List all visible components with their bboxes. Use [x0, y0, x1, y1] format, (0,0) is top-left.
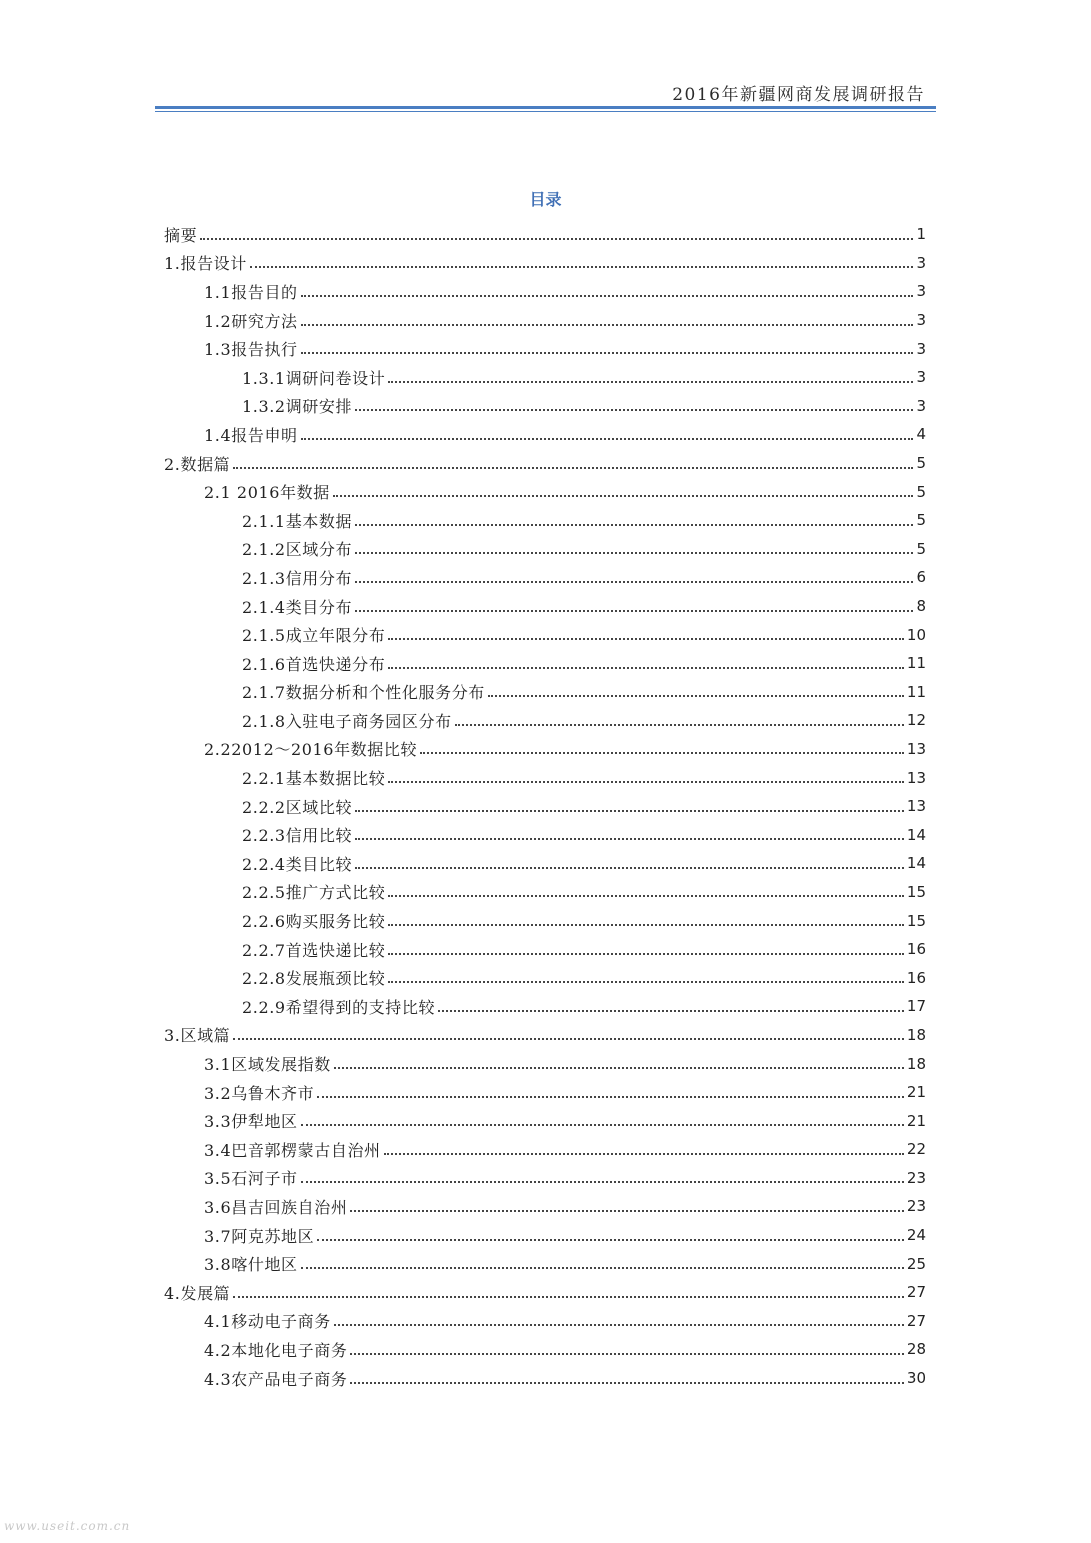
toc-entry-page: 4 — [916, 425, 926, 444]
toc-entry[interactable] — [164, 392, 926, 421]
toc-dot-leader — [455, 723, 904, 726]
toc-entry-label: 3.1区域发展指数 — [204, 1055, 331, 1075]
toc-entry[interactable] — [164, 620, 926, 649]
toc-entry[interactable] — [164, 1307, 926, 1336]
toc-entry-label: 2.2.2区域比较 — [242, 797, 353, 817]
toc-entry[interactable] — [164, 477, 926, 506]
toc-entry[interactable] — [164, 735, 926, 764]
toc-entry-label: 4.1移动电子商务 — [204, 1312, 331, 1332]
toc-entry-label: 2.2.5推广方式比较 — [242, 883, 386, 903]
toc-entry[interactable] — [164, 306, 926, 335]
header-rule-thin — [155, 111, 936, 112]
toc-entry-label: 2.1.1基本数据 — [242, 511, 353, 531]
toc-entry[interactable] — [164, 649, 926, 678]
toc-entry-label: 2.1.7数据分析和个性化服务分布 — [242, 683, 485, 703]
toc-entry-label: 2.2.3信用比较 — [242, 826, 353, 846]
toc-entry[interactable] — [164, 535, 926, 564]
toc-entry-label: 2.2.1基本数据比较 — [242, 769, 386, 789]
toc-dot-leader — [200, 237, 913, 240]
toc-entry[interactable] — [164, 277, 926, 306]
toc-dot-leader — [355, 408, 913, 411]
toc-dot-leader — [384, 1152, 904, 1155]
toc-entry-page: 5 — [916, 482, 926, 501]
toc-entry-page: 15 — [906, 911, 926, 930]
toc-entry[interactable] — [164, 763, 926, 792]
toc-entry-page: 11 — [906, 682, 926, 701]
toc-entry-page: 24 — [906, 1226, 926, 1245]
toc-entry-page: 5 — [916, 511, 926, 530]
toc-entry[interactable] — [164, 449, 926, 478]
toc-entry[interactable] — [164, 1106, 926, 1135]
toc-title: 目录 — [529, 190, 562, 209]
toc-entry[interactable] — [164, 363, 926, 392]
toc-entry-label: 2.2.6购买服务比较 — [242, 912, 386, 932]
toc-dot-leader — [233, 1037, 904, 1040]
toc-entry-label: 2.1.3信用分布 — [242, 568, 353, 588]
toc-entry[interactable] — [164, 592, 926, 621]
toc-entry-page: 21 — [906, 1083, 926, 1102]
toc-entry[interactable] — [164, 963, 926, 992]
toc-entry[interactable] — [164, 1135, 926, 1164]
toc-dot-leader — [388, 894, 904, 897]
toc-entry-label: 4.2本地化电子商务 — [204, 1340, 348, 1360]
toc-entry[interactable] — [164, 678, 926, 707]
toc-entry-page: 5 — [916, 454, 926, 473]
toc-entry-label: 3.2乌鲁木齐市 — [204, 1083, 315, 1103]
toc-entry-label: 4.发展篇 — [164, 1283, 231, 1303]
toc-entry-page: 22 — [906, 1140, 926, 1159]
toc-dot-leader — [301, 294, 914, 297]
toc-entry-page: 3 — [916, 282, 926, 301]
toc-entry-page: 3 — [916, 368, 926, 387]
toc-entry-page: 13 — [906, 768, 926, 787]
toc-entry-label: 2.数据篇 — [164, 454, 231, 474]
toc-entry-page: 13 — [906, 797, 926, 816]
toc-dot-leader — [420, 751, 904, 754]
toc-dot-leader — [350, 1352, 903, 1355]
toc-entry[interactable] — [164, 220, 926, 249]
toc-entry[interactable] — [164, 878, 926, 907]
toc-entry-label: 2.1.4类目分布 — [242, 597, 353, 617]
toc-entry-label: 1.2研究方法 — [204, 311, 298, 331]
toc-dot-leader — [388, 637, 904, 640]
watermark: www.useit.com.cn — [4, 1519, 131, 1533]
toc-dot-leader — [388, 780, 904, 783]
toc-entry-label: 1.4报告申明 — [204, 425, 298, 445]
toc-entry-page: 30 — [906, 1369, 926, 1388]
toc-entry-label: 2.2.7首选快递比较 — [242, 940, 386, 960]
toc-entry-page: 15 — [906, 882, 926, 901]
toc-dot-leader — [388, 980, 904, 983]
toc-entry-page: 27 — [906, 1283, 926, 1302]
toc-entry-page: 14 — [906, 854, 926, 873]
toc-entry-label: 2.1 2016年数据 — [204, 483, 330, 503]
toc-entry[interactable] — [164, 249, 926, 278]
toc-entry-page: 3 — [916, 396, 926, 415]
toc-dot-leader — [355, 609, 913, 612]
toc-entry-label: 2.1.6首选快递分布 — [242, 654, 386, 674]
toc-entry-label: 3.5石河子市 — [204, 1169, 298, 1189]
toc-entry-label: 4.3农产品电子商务 — [204, 1369, 348, 1389]
toc-dot-leader — [233, 1295, 904, 1298]
toc-entry[interactable] — [164, 1192, 926, 1221]
toc-dot-leader — [334, 1323, 904, 1326]
toc-entry[interactable] — [164, 1278, 926, 1307]
toc-entry[interactable] — [164, 706, 926, 735]
toc-entry-page: 3 — [916, 311, 926, 330]
toc-entry-page: 11 — [906, 654, 926, 673]
toc-dot-leader — [355, 580, 913, 583]
toc-entry-page: 14 — [906, 825, 926, 844]
toc-entry[interactable] — [164, 849, 926, 878]
toc-entry-page: 12 — [906, 711, 926, 730]
toc-entry-label: 1.3.1调研问卷设计 — [242, 368, 386, 388]
toc-entry-page: 13 — [906, 739, 926, 758]
toc-dot-leader — [301, 1180, 904, 1183]
toc-entry-page: 18 — [906, 1025, 926, 1044]
toc-entry[interactable] — [164, 1221, 926, 1250]
toc-entry-page: 16 — [906, 968, 926, 987]
toc-entry-page: 17 — [906, 997, 926, 1016]
toc-entry[interactable] — [164, 1049, 926, 1078]
toc-entry[interactable] — [164, 506, 926, 535]
toc-entry-label: 3.8喀什地区 — [204, 1255, 298, 1275]
toc-dot-leader — [334, 1066, 904, 1069]
toc-dot-leader — [355, 866, 904, 869]
toc-entry-label: 2.1.5成立年限分布 — [242, 626, 386, 646]
toc-entry[interactable] — [164, 563, 926, 592]
toc-dot-leader — [317, 1238, 904, 1241]
toc-entry-label: 2.22012～2016年数据比较 — [204, 740, 418, 760]
toc-entry[interactable] — [164, 1364, 926, 1393]
toc-entry-page: 10 — [906, 625, 926, 644]
toc-entry-page: 3 — [916, 253, 926, 272]
toc-dot-leader — [301, 323, 914, 326]
toc-entry[interactable] — [164, 334, 926, 363]
toc-entry-page: 28 — [906, 1340, 926, 1359]
toc-entry-page: 18 — [906, 1054, 926, 1073]
toc-dot-leader — [350, 1209, 903, 1212]
toc-dot-leader — [355, 551, 913, 554]
toc-entry-label: 1.报告设计 — [164, 254, 247, 274]
toc-entry[interactable] — [164, 992, 926, 1021]
toc-dot-leader — [355, 523, 913, 526]
toc-dot-leader — [438, 1009, 904, 1012]
toc-entry-label: 3.7阿克苏地区 — [204, 1226, 315, 1246]
toc-dot-leader — [388, 952, 904, 955]
toc-entry[interactable] — [164, 935, 926, 964]
toc-entry-page: 1 — [916, 225, 926, 244]
toc-entry-label: 1.1报告目的 — [204, 282, 298, 302]
toc-entry-page: 21 — [906, 1111, 926, 1130]
toc-entry-page: 5 — [916, 539, 926, 558]
toc-entry-label: 2.2.4类目比较 — [242, 854, 353, 874]
toc-entry-label: 2.1.8入驻电子商务园区分布 — [242, 711, 452, 731]
toc-dot-leader — [388, 380, 913, 383]
toc-dot-leader — [388, 666, 904, 669]
toc-dot-leader — [350, 1381, 903, 1384]
toc-dot-leader — [317, 1095, 904, 1098]
header-rule — [155, 106, 936, 109]
toc-entry-page: 27 — [906, 1311, 926, 1330]
toc-entry-page: 6 — [916, 568, 926, 587]
toc-entry-label: 3.6昌吉回族自治州 — [204, 1197, 348, 1217]
toc-dot-leader — [250, 265, 914, 268]
toc-entry[interactable] — [164, 1078, 926, 1107]
toc-dot-leader — [333, 494, 914, 497]
toc-dot-leader — [301, 1266, 904, 1269]
toc-entry[interactable] — [164, 1021, 926, 1050]
toc-dot-leader — [388, 923, 904, 926]
toc-entry-label: 3.区域篇 — [164, 1026, 231, 1046]
toc-dot-leader — [355, 837, 904, 840]
toc-entry-label: 1.3.2调研安排 — [242, 397, 353, 417]
toc-entry-label: 3.4巴音郭楞蒙古自治州 — [204, 1140, 381, 1160]
toc-dot-leader — [488, 694, 904, 697]
toc-list — [164, 220, 926, 1392]
running-header-title: 2016年新疆网商发展调研报告 — [672, 85, 925, 105]
toc-entry[interactable] — [164, 820, 926, 849]
toc-entry-page: 16 — [906, 940, 926, 959]
toc-entry-page: 25 — [906, 1254, 926, 1273]
toc-entry[interactable] — [164, 1335, 926, 1364]
toc-dot-leader — [301, 437, 914, 440]
toc-entry[interactable] — [164, 420, 926, 449]
toc-entry-label: 2.2.9希望得到的支持比较 — [242, 997, 436, 1017]
toc-entry[interactable] — [164, 792, 926, 821]
toc-entry[interactable] — [164, 1249, 926, 1278]
toc-dot-leader — [355, 809, 904, 812]
toc-dot-leader — [301, 1123, 904, 1126]
toc-dot-leader — [233, 466, 913, 469]
toc-entry-label: 2.2.8发展瓶颈比较 — [242, 969, 386, 989]
toc-entry-label: 3.3伊犁地区 — [204, 1112, 298, 1132]
toc-entry-page: 3 — [916, 339, 926, 358]
toc-entry-page: 23 — [906, 1168, 926, 1187]
toc-entry-label: 摘要 — [164, 225, 198, 245]
toc-entry-label: 1.3报告执行 — [204, 340, 298, 360]
toc-entry-page: 8 — [916, 597, 926, 616]
toc-dot-leader — [301, 351, 914, 354]
toc-entry[interactable] — [164, 906, 926, 935]
toc-entry[interactable] — [164, 1164, 926, 1193]
toc-entry-label: 2.1.2区域分布 — [242, 540, 353, 560]
toc-entry-page: 23 — [906, 1197, 926, 1216]
